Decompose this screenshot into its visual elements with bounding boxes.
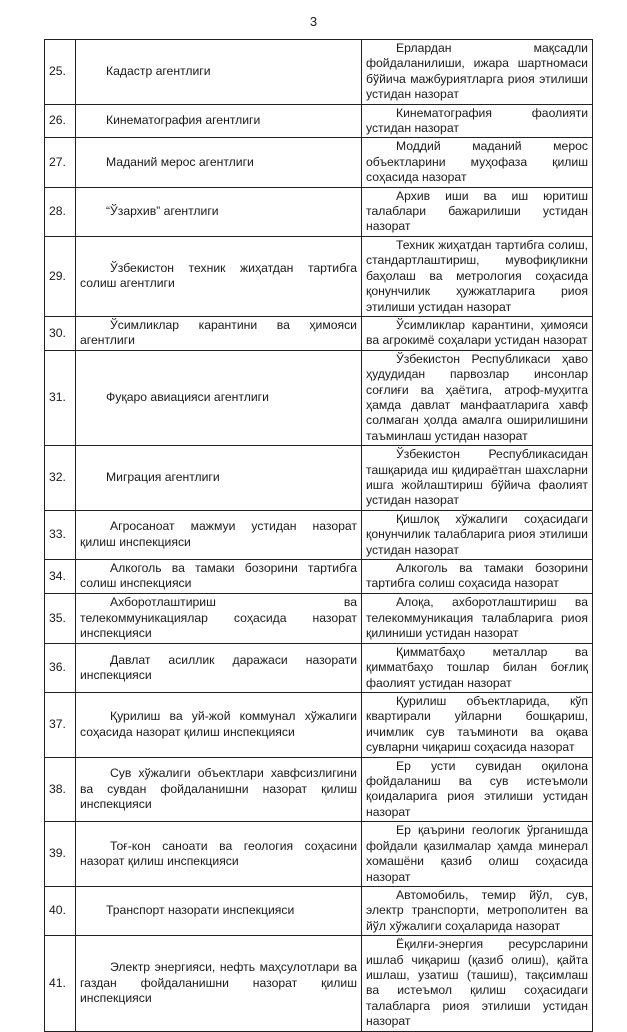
agency-name: Алкоголь ва тамаки бозорини тартибга солиш инспекцияси: [76, 560, 362, 594]
row-number: 41.: [45, 936, 76, 1031]
agency-name: Агросаноат мажмуи устидан назорат қилиш инспекцияси: [76, 510, 362, 559]
table-row: [45, 187, 593, 236]
table-row: [45, 40, 593, 105]
table-row: [45, 643, 593, 692]
table-row: [45, 446, 593, 511]
oversight-description: Ёқилғи-энергия ресурсларини ишлаб чиқариш (қазиб олиш), қайта ишлаш, узатиш (ташиш), тақсимлаш ва истеъмол қилиш соҳасидаги талабларга риоя этилиши устидан назорат: [362, 936, 593, 1031]
table-row: [45, 560, 593, 594]
table-row: [45, 236, 593, 316]
table-row: [45, 104, 593, 138]
table-row: [45, 510, 593, 559]
oversight-description: Моддий маданий мерос объектларини муҳофаза қилиш соҳасида назорат: [362, 138, 593, 187]
row-number: 26.: [45, 104, 76, 138]
table-row: [45, 138, 593, 187]
agency-name: Тоғ-кон саноати ва геология соҳасини назорат қилиш инспекцияси: [76, 822, 362, 887]
oversight-description: Архив иши ва иш юритиш талаблари бажарилиши устидан назорат: [362, 187, 593, 236]
oversight-description: Ер қаърини геологик ўрганишда фойдали қазилмалар ҳамда минерал хомашёни қазиб олиш соҳасида назорат: [362, 822, 593, 887]
row-number: 40.: [45, 886, 76, 935]
agency-name: Давлат асиллик даражаси назорати инспекцияси: [76, 643, 362, 692]
page-number: 3: [309, 14, 318, 29]
row-number: 35.: [45, 593, 76, 643]
row-number: 25.: [45, 40, 76, 105]
table-row: [45, 316, 593, 350]
oversight-description: Қишлоқ хўжалиги соҳасидаги қонунчилик талабларига риоя этилиши устидан назорат: [362, 510, 593, 559]
oversight-description: Ер усти сувидан оқилона фойдаланиш ва сув истеъмоли қоидаларига риоя этилиши устидан назорат: [362, 757, 593, 822]
table-row: [45, 593, 593, 643]
agency-name: Миграция агентлиги: [76, 446, 362, 511]
agency-name: Кадастр агентлиги: [76, 40, 362, 105]
row-number: 29.: [45, 236, 76, 316]
oversight-description: Ўзбекистон Республикаси ҳаво ҳудудидан парвозлар инсонлар соғлиғи ва ҳаётига, атроф-муҳитга ҳамда давлат манфаатларига хавф солмаган ҳолда амалга оширилишини таъминлаш устидан назорат: [362, 350, 593, 445]
row-number: 39.: [45, 822, 76, 887]
agency-name: Транспорт назорати инспекцияси: [76, 886, 362, 935]
row-number: 32.: [45, 446, 76, 511]
agency-name: “Ўзархив” агентлиги: [76, 187, 362, 236]
row-number: 38.: [45, 757, 76, 822]
row-number: 27.: [45, 138, 76, 187]
table-row: [45, 757, 593, 822]
table-row: [45, 822, 593, 887]
agency-name: Фуқаро авиацияси агентлиги: [76, 350, 362, 445]
agency-name: Сув хўжалиги объектлари хавфсизлигини ва сувдан фойдаланишни назорат қилиш инспекцияси: [76, 757, 362, 822]
table-row: [45, 693, 593, 758]
oversight-description: Қимматбаҳо металлар ва қимматбаҳо тошлар билан боғлиқ фаолият устидан назорат: [362, 643, 593, 692]
row-number: 37.: [45, 693, 76, 758]
agency-name: Ахборотлаштириш ва телекоммуникациялар соҳасида назорат инспекцияси: [76, 593, 362, 643]
agency-name: Ўзбекистон техник жиҳатдан тартибга солиш агентлиги: [76, 236, 362, 316]
agency-name: Маданий мерос агентлиги: [76, 138, 362, 187]
oversight-description: Автомобиль, темир йўл, сув, электр транспорти, метрополитен ва йўл хўжалиги соҳаларида назорат: [362, 886, 593, 935]
row-number: 33.: [45, 510, 76, 559]
table-body: [45, 40, 593, 1032]
agency-name: Кинематография агентлиги: [76, 104, 362, 138]
oversight-description: Техник жиҳатдан тартибга солиш, стандартлаштириш, мувофиқликни баҳолаш ва метрология соҳасида қонунчилик ҳужжатларига риоя этилиши устидан назорат: [362, 236, 593, 316]
table-row: [45, 936, 593, 1031]
table-row: [45, 886, 593, 935]
table-row: [45, 350, 593, 445]
row-number: 31.: [45, 350, 76, 445]
row-number: 28.: [45, 187, 76, 236]
oversight-description: Ўзбекистон Республикасидан ташқарида иш қидираётган шахсларни ишга жойлаштириш бўйича фаолият устидан назорат: [362, 446, 593, 511]
oversight-description: Кинематография фаолияти устидан назорат: [362, 104, 593, 138]
row-number: 34.: [45, 560, 76, 594]
agency-name: Электр энергияси, нефть маҳсулотлари ва газдан фойдаланишни назорат қилиш инспекцияси: [76, 936, 362, 1031]
oversight-description: Ўсимликлар карантини, ҳимояси ва агрокимё соҳалари устидан назорат: [362, 316, 593, 350]
oversight-description: Алкоголь ва тамаки бозорини тартибга солиш соҳасида назорат: [362, 560, 593, 594]
row-number: 30.: [45, 316, 76, 350]
row-number: 36.: [45, 643, 76, 692]
agency-name: Ўсимликлар карантини ва ҳимояси агентлиги: [76, 316, 362, 350]
oversight-description: Ерлардан мақсадли фойдаланилиши, ижара шартномаси бўйича мажбуриятларга риоя этилиши устидан назорат: [362, 40, 593, 105]
agencies-table: [44, 39, 593, 1032]
oversight-description: Қурилиш объектларида, кўп квартирали уйларни бошқариш, ичимлик сув таъминоти ва оқава сувларни чиқариш соҳасида назорат: [362, 693, 593, 758]
oversight-description: Алоқа, ахборотлаштириш ва телекоммуникация талабларига риоя қилиниши устидан назорат: [362, 593, 593, 643]
agency-name: Қурилиш ва уй-жой коммунал хўжалиги соҳасида назорат қилиш инспекцияси: [76, 693, 362, 758]
